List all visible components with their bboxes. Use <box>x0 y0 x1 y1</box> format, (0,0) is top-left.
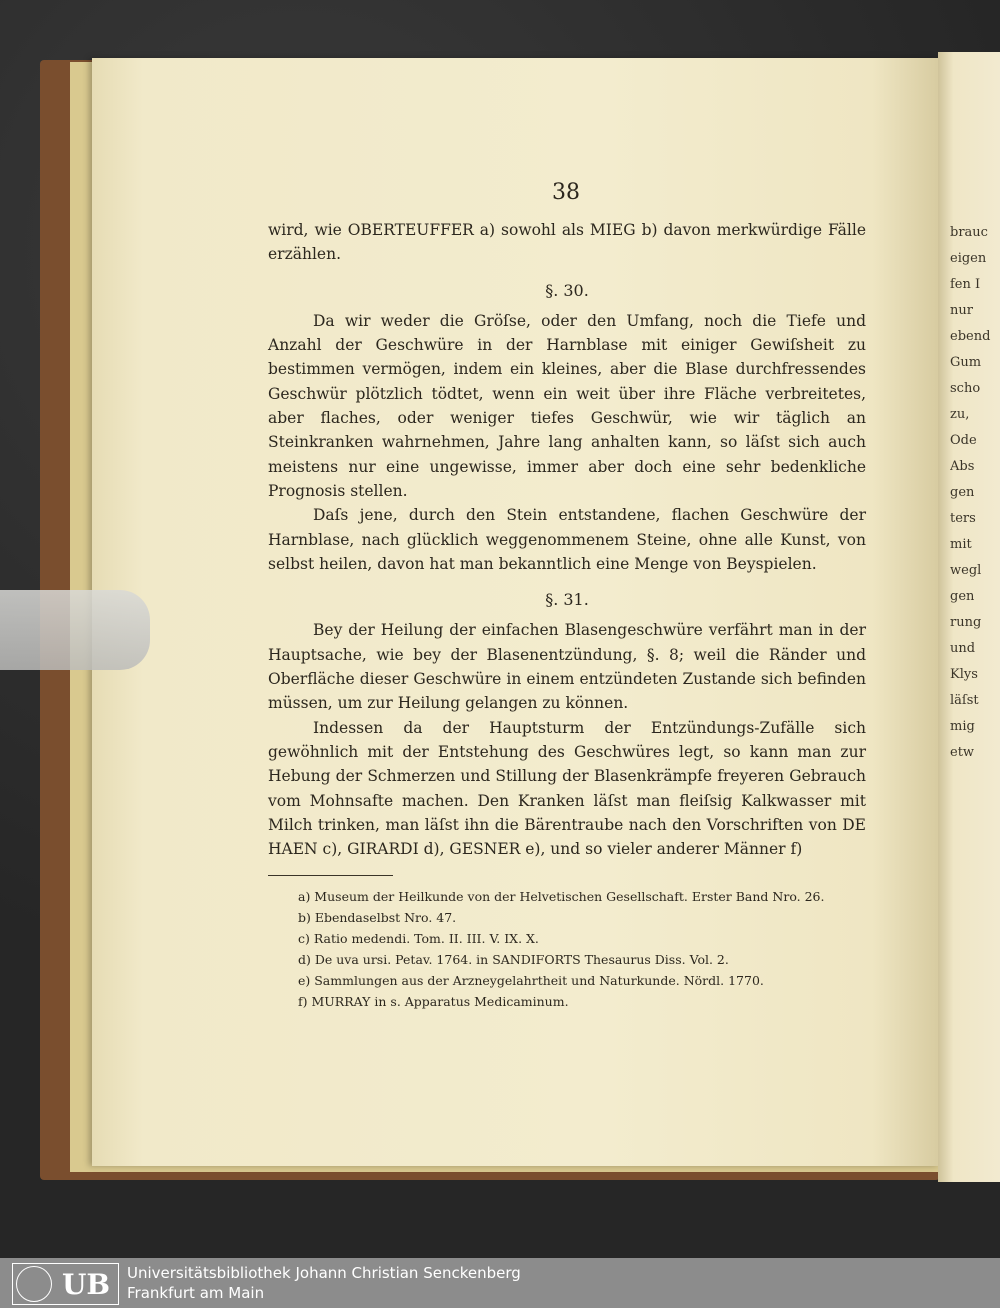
body-paragraph: Daſs jene, durch den Stein entstandene, flachen Geschwüre der Harnblase, nach glücklich weggenommenem Steine, ohne alle Kunst, von selbst heilen, davon hat man bekanntlich eine Menge von Beyspielen. <box>268 506 866 573</box>
footnote: d) De uva ursi. Petav. 1764. in SANDIFORTS Thesaurus Diss. Vol. 2. <box>298 952 729 968</box>
facing-page-fragment: läſst <box>950 693 979 708</box>
library-name: Universitätsbibliothek Johann Christian Senckenberg <box>127 1264 521 1282</box>
body-paragraph: Indessen da der Hauptsturm der Entzündungs-Zufälle sich gewöhnlich mit der Entstehung des Geschwüres legt, so kann man zur Hebung der Schmerzen und Stillung der Blasenkrämpfe freyeren Gebrauch vom Mohnsafte machen. Den Kranken läſst man fleiſsig Kalkwasser mit Milch trinken, man läſst ihn die Bärentraube nach den Vorschriften von DE HAEN c), GIRARDI d), GESNER e), und so vieler anderer Männer f) <box>268 718 866 859</box>
facing-page-fragment: mig <box>950 719 975 734</box>
seal-icon <box>16 1266 52 1302</box>
facing-page-fragment: Klys <box>950 667 978 682</box>
facing-page-fragment: gen <box>950 485 975 500</box>
page-number: 38 <box>552 180 580 205</box>
footnotes <box>268 886 866 1012</box>
footnote: f) MURRAY in s. Apparatus Medicaminum. <box>298 994 569 1010</box>
facing-page-fragment: eigen <box>950 251 987 266</box>
page-content <box>268 218 866 1012</box>
section-heading: §. 30. <box>545 280 589 300</box>
library-logo <box>12 1263 119 1305</box>
footnote-rule <box>268 875 393 876</box>
footnote: e) Sammlungen aus der Arzneygelahrtheit und Naturkunde. Nördl. 1770. <box>298 973 764 989</box>
footnote: b) Ebendaselbst Nro. 47. <box>298 910 457 926</box>
facing-page-fragment: Ode <box>950 433 977 448</box>
page-clip <box>0 590 150 670</box>
footnote: c) Ratio medendi. Tom. II. III. V. IX. X. <box>298 931 539 947</box>
facing-page-fragment: mit <box>950 537 972 552</box>
facing-page-fragment: und <box>950 641 976 656</box>
facing-page-fragment: brauc <box>950 225 988 240</box>
body-paragraph: Bey der Heilung der einfachen Blasengeschwüre verfährt man in der Hauptsache, wie bey der Blasenentzündung, §. 8; weil die Ränder und Oberfläche dieser Geschwüre in einem entzündeten Zustande sich befinden müssen, um zur Heilung gelangen zu können. <box>268 621 866 713</box>
facing-page-fragment: wegl <box>950 563 982 578</box>
facing-page-fragment: Abs <box>950 459 975 474</box>
facing-page-fragment: zu, <box>950 407 970 422</box>
facing-page-fragment: Gum <box>950 355 982 370</box>
facing-page-fragment: ters <box>950 511 976 526</box>
body-paragraph: Da wir weder die Gröſse, oder den Umfang, noch die Tiefe und Anzahl der Geschwüre in der Harnblase mit einiger Gewiſsheit zu bestimmen vermögen, indem ein kleines, aber die Blase durchfressendes Geschwür plötzlich tödtet, wenn ein weit über ihre Fläche verbreitetes, aber flaches, oder weniger tiefes Geschwür, wie wir täglich an Steinkranken wahrnehmen, Jahre lang anhalten kann, so läſst sich auch meistens nur eine ungewisse, immer aber doch eine sehr bedenkliche Prognosis stellen. <box>268 311 866 500</box>
facing-page-fragment: etw <box>950 745 975 760</box>
footnote: a) Museum der Heilkunde von der Helvetischen Gesellschaft. Erster Band Nro. 26. <box>298 889 825 905</box>
section-heading: §. 31. <box>545 590 589 610</box>
facing-page-fragment: scho <box>950 381 981 396</box>
logo-text: UB <box>62 1267 111 1301</box>
library-city: Frankfurt am Main <box>127 1284 265 1302</box>
body-paragraph: wird, wie OBERTEUFFER a) sowohl als MIEG b) davon merkwürdige Fälle erzählen. <box>268 221 866 264</box>
facing-page-fragment: fen I <box>950 277 981 292</box>
facing-page-fragment: rung <box>950 615 982 630</box>
facing-page-text <box>950 220 1000 766</box>
library-footer <box>0 1258 1000 1308</box>
facing-page-fragment: ebend <box>950 329 991 344</box>
facing-page-fragment: gen <box>950 589 975 604</box>
facing-page-fragment: nur <box>950 303 973 318</box>
